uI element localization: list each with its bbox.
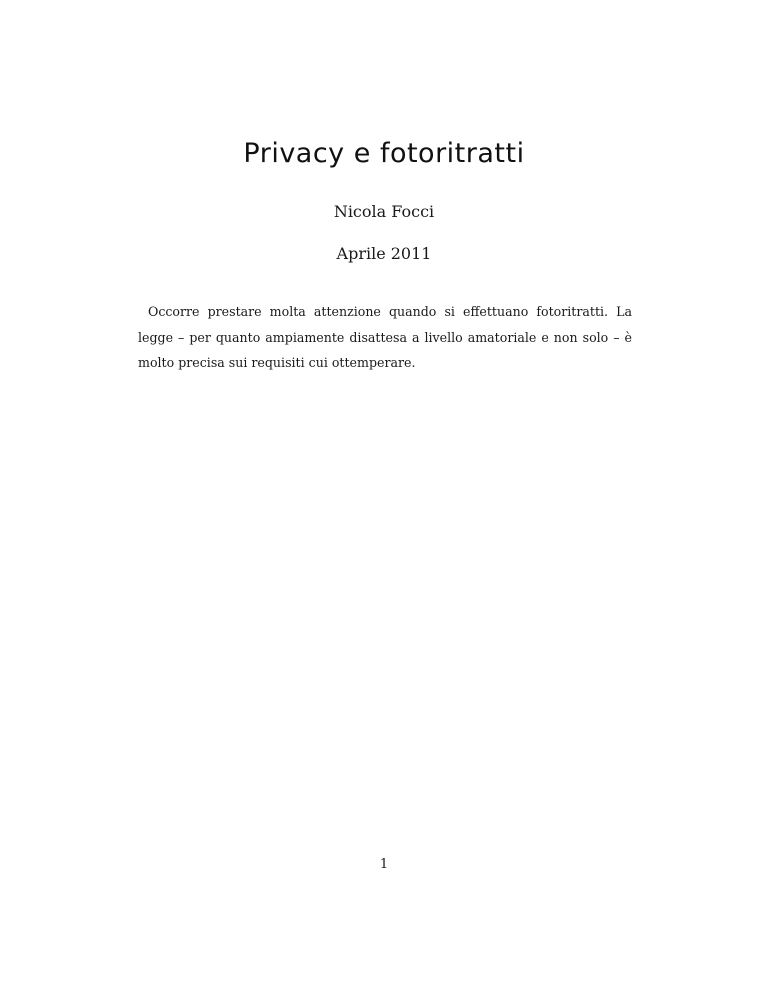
abstract-paragraph: Occorre prestare molta attenzione quando si effettuano fotoritratti. La legge – per quanto ampiamente disattesa a livello amatoriale e non solo – è molto precisa sui requisiti cui ottemperare. xyxy=(138,304,632,370)
page-number: 1 xyxy=(379,857,389,872)
document-author: Nicola Focci xyxy=(333,202,435,221)
document-date: Aprile 2011 xyxy=(336,244,432,263)
document-title: Privacy e fotoritratti xyxy=(243,138,525,169)
